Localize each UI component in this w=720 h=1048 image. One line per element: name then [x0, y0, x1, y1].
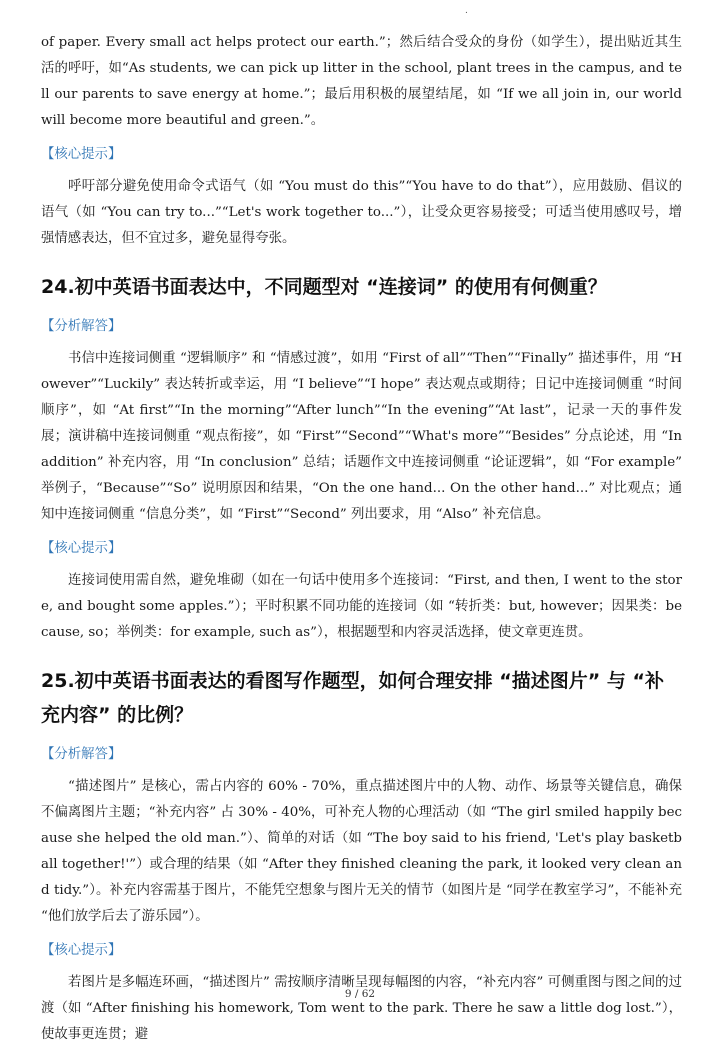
para-connectives-tip: 连接词使用需自然，避免堆砌（如在一句话中使用多个连接词：“First, and then, I went to the store, and bought some apples.”）；平时积累不同功能的连接词（如 “转折类：but, however；因果类：because, so；举例类：for example, such as”），根据题型和内容灵活选择，使文章更连贯。: [41, 573, 682, 640]
tag-analysis: 【分析解答】: [41, 319, 122, 334]
page-number: 9 / 62: [344, 988, 376, 1000]
para-picture-analysis: “描述图片” 是核心，需占内容的 60% - 70%，重点描述图片中的人物、动作、场景等关键信息，确保不偏离图片主题；“补充内容” 占 30% - 40%，可补充人物的心理活动（如 “The girl smiled happily because she helped the old man.”）、简单的对话（如 “The boy said to his friend, 'Let's play basketball together!'”）或合理的结果（如 “After they finished cleaning the park, it looked very clean and tidy.”）。补充内容需基于图片，不能凭空想象与图片无关的情节（如图片是 “同学在教室学习”，不能补充 “他们放学后去了游乐园”）。: [41, 779, 683, 924]
header-dot: .: [465, 6, 468, 16]
para-picture-tip: 若图片是多幅连环画，“描述图片” 需按顺序清晰呈现每幅图的内容，“补充内容” 可侧重图与图之间的过渡（如 “After finishing his homework, Tom went to the park. There he saw a little dog lost.”），使故事更连贯；避: [41, 975, 682, 1042]
tag-core-tip: 【核心提示】: [41, 147, 122, 162]
para-earth-conclusion: of paper. Every small act helps protect our earth.”；然后结合受众的身份（如学生），提出贴近其生活的呼吁，如“As students, we can pick up litter in the school, plant trees in the campus, and tell our parents to save energy at home.”；最后用积极的展望结尾，如 “If we all join in, our world will become more beautiful and green.”。: [41, 35, 682, 128]
para-tip-tone: 呼吁部分避免使用命令式语气（如 “You must do this”“You have to do that”），应用鼓励、倡议的语气（如 “You can try to...”“Let's work together to...”），让受众更容易接受；可适当使用感叹号，增强情感表达，但不宜过多，避免显得夸张。: [41, 179, 682, 246]
tag-core-tip: 【核心提示】: [41, 943, 122, 958]
tag-core-tip: 【核心提示】: [41, 541, 122, 556]
para-connectives-analysis: 书信中连接词侧重 “逻辑顺序” 和 “情感过渡”，如用 “First of all”“Then”“Finally” 描述事件，用 “However”“Luckily” 表达转折或幸运，用 “I believe”“I hope” 表达观点或期待；日记中连接词侧重 “时间顺序”，如 “At first”“In the morning”“After lunch”“In the evening”“At last”，记录一天的事件发展；演讲稿中连接词侧重 “观点衔接”，如 “First”“Second”“What's more”“Besides” 分点论述，用 “In addition” 补充内容，用 “In conclusion” 总结；话题作文中连接词侧重 “论证逻辑”，如 “For example” 举例子，“Because”“So” 说明原因和结果，“On the one hand... On the other hand...” 对比观点；通知中连接词侧重 “信息分类”，如 “First”“Second” 列出要求，用 “Also” 补充信息。: [41, 351, 682, 522]
tag-analysis: 【分析解答】: [41, 747, 122, 762]
heading-question-24: 24.初中英语书面表达中，不同题型对 “连接词” 的使用有何侧重？: [41, 276, 607, 298]
heading-question-25: 25.初中英语书面表达的看图写作题型，如何合理安排 “描述图片” 与 “补充内容” 的比例？: [41, 670, 664, 726]
